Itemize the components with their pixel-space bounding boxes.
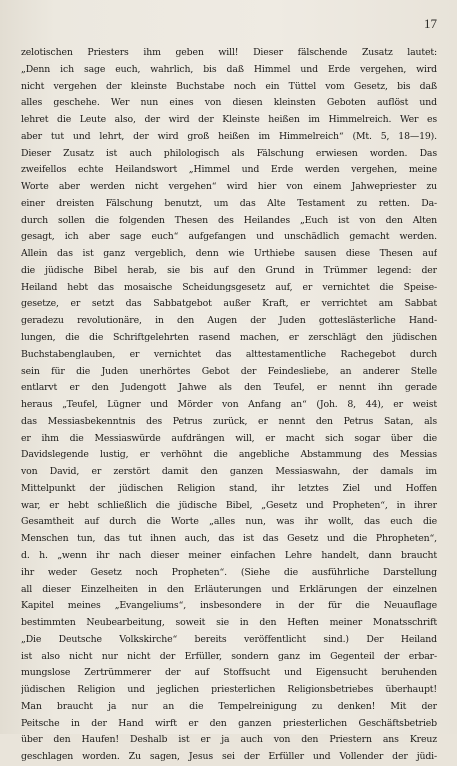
page-number: 17 <box>424 16 437 31</box>
text-line: Peitsche in der Hand wirft er den ganzen priesterlichen Geschäftsbetrieb <box>21 717 437 729</box>
text-line: aber tut und lehrt, der wird groß heißen im Himmelreich“ (Mt. 5, 18—19). <box>21 130 437 142</box>
text-line: Worte aber werden nicht vergehen“ wird hier von einem Jahwepriester zu <box>21 181 437 193</box>
text-line: „Die Deutsche Volkskirche“ bereits veröffentlicht sind.) Der Heiland <box>21 633 437 645</box>
text-line: d. h. „wenn ihr nach dieser meiner einfachen Lehre handelt, dann braucht <box>21 549 437 561</box>
text-line: Menschen tun, das tut ihnen auch, das ist das Gesetz und die Phropheten“, <box>21 533 437 545</box>
text-line: gesetze, er setzt das Sabbatgebot außer Kraft, er verrichtet am Sabbat <box>21 298 437 310</box>
text-line: Allein das ist ganz vergeblich, denn wie Urthiebe sausen diese Thesen auf <box>21 248 437 260</box>
text-line: heraus „Teufel, Lügner und Mörder von Anfang an“ (Joh. 8, 44), er weist <box>21 399 437 411</box>
text-line: ihr weder Gesetz noch Propheten“. (Siehe die ausführliche Darstellung <box>21 566 437 578</box>
text-line: all dieser Einzelheiten in den Erläuterungen und Erklärungen der einzelnen <box>21 583 437 595</box>
text-line: „Denn ich sage euch, wahrlich, bis daß Himmel und Erde vergehen, wird <box>21 63 437 75</box>
text-line: Dieser Zusatz ist auch philologisch als Fälschung erwiesen worden. Das <box>21 147 437 159</box>
text-line: nicht vergehen der kleinste Buchstabe noch ein Tüttel vom Gesetz, bis daß <box>21 80 437 92</box>
text-line: von David, er zerstört damit den ganzen Messiaswahn, der damals im <box>21 466 437 478</box>
text-line: Mittelpunkt der jüdischen Religion stand, ihr letztes Ziel und Hoffen <box>21 482 437 494</box>
text-line: Davidslegende lustig, er verhöhnt die angebliche Abstammung des Messias <box>21 449 437 461</box>
text-line: war, er hebt schließlich die jüdische Bibel, „Gesetz und Propheten“, in ihrer <box>21 499 437 511</box>
text-line: sein für die Juden unerhörtes Gebot der Feindesliebe, an anderer Stelle <box>21 365 437 377</box>
text-line: er ihm die Messiaswürde aufdrängen will, er macht sich sogar über die <box>21 432 437 444</box>
text-line: Man braucht ja nur an die Tempelreinigung zu denken! Mit der <box>21 700 437 712</box>
text-line: gesagt, ich aber sage euch“ aufgefangen und unschädlich gemacht werden. <box>21 231 437 243</box>
text-line: über den Haufen! Deshalb ist er ja auch von den Priestern ans Kreuz <box>21 734 437 746</box>
text-line: alles geschehe. Wer nun eines von diesen kleinsten Geboten auflöst und <box>21 97 437 109</box>
text-line: das Messiasbekenntnis des Petrus zurück, er nennt den Petrus Satan, als <box>21 415 437 427</box>
text-line: entlarvt er den Judengott Jahwe als den Teufel, er nennt ihn gerade <box>21 382 437 394</box>
text-line: Kapitel meines „Evangeliums“, insbesondere in der für die Neuauflage <box>21 600 437 612</box>
text-line: lungen, die die Schriftgelehrten rasend machen, er zerschlägt den jüdischen <box>21 332 437 344</box>
text-line: Gesamtheit auf durch die Worte „alles nun, was ihr wollt, das euch die <box>21 516 437 528</box>
text-line: geradezu revolutionäre, in den Augen der Juden gotteslästerliche Hand- <box>21 315 437 327</box>
text-line: die jüdische Bibel herab, sie bis auf den Grund in Trümmer legend: der <box>21 264 437 276</box>
text-line: durch sollen die folgenden Thesen des Heilandes „Euch ist von den Alten <box>21 214 437 226</box>
text-line: Buchstabenglauben, er vernichtet das alttestamentliche Rachegebot durch <box>21 348 437 360</box>
text-line: geschlagen worden. Zu sagen, Jesus sei der Erfüller und Vollender der jüdi- <box>21 751 437 763</box>
text-line: lehret die Leute also, der wird der Kleinste heißen im Himmelreich. Wer es <box>21 114 437 126</box>
text-line: einer dreisten Fälschung benutzt, um das Alte Testament zu retten. Da- <box>21 197 437 209</box>
text-line: jüdischen Religion und jeglichen priesterlichen Religionsbetriebes überhaupt! <box>21 684 437 696</box>
text-line: ist also nicht nur nicht der Erfüller, sondern ganz im Gegenteil der erbar- <box>21 650 437 662</box>
text-line: zweifellos echte Heilandswort „Himmel und Erde werden vergehen, meine <box>21 164 437 176</box>
text-line: zelotischen Priesters ihm geben will! Dieser fälschende Zusatz lautet: <box>21 47 437 58</box>
text-line: bestimmten Neubearbeitung, soweit sie in den Heften meiner Monatsschrift <box>21 617 437 629</box>
body-text <box>21 45 437 766</box>
text-line: mungslose Zertrümmerer der auf Stoffsucht und Eigensucht beruhenden <box>21 667 437 679</box>
text-line: Heiland hebt das mosaische Scheidungsgesetz auf, er vernichtet die Speise- <box>21 281 437 293</box>
